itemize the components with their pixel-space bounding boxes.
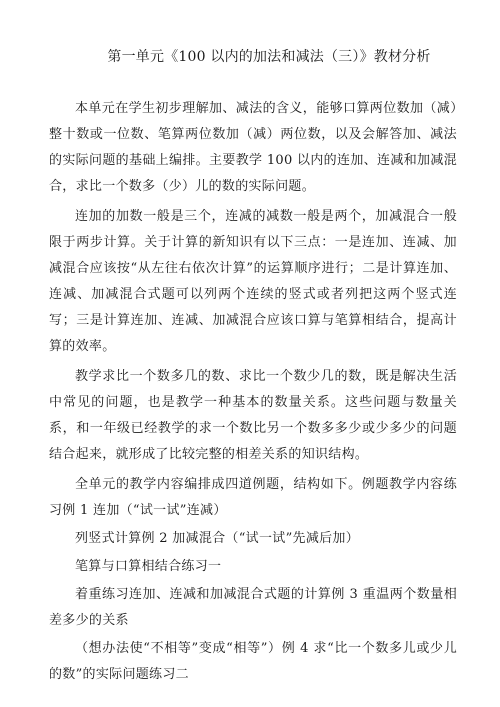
paragraph-exercise-1: 笔算与口算相结合练习一 [75,559,222,574]
paragraph-example-3: 着重练习连加、连减和加减混合式题的计算例 3 重温两个数量相差多少的关系 [49,587,457,628]
paragraph-example-4: （想办法使“不相等”变成“相等”）例 4 求“比一个数多儿或少儿的数”的实际问题练习二 [49,641,457,682]
paragraph-structure: 全单元的教学内容编排成四道例题，结构如下。例题教学内容练习例 1 连加（“试一试”连减） [49,477,457,518]
document-title: 第一单元《100 以内的加法和减法（三）》教材分析 [107,49,431,65]
document-body [49,96,457,690]
paragraph-comparison: 教学求比一个数多几的数、求比一个数少几的数，既是解决生活中常见的问题，也是教学一种基本的数量关系。这些问题与数量关系，和一年级已经教学的求一个数比另一个数多多少或少多少的问题结合起来，就形成了比较完整的相差关系的知识结构。 [49,369,457,462]
paragraph-example-2: 列竖式计算例 2 加减混合（“试一试”先减后加） [75,531,360,546]
paragraph-intro: 本单元在学生初步理解加、减法的含义，能够口算两位数加（减）整十数或一位数、笔算两位数加（减）两位数，以及会解答加、减法的实际问题的基础上编排。主要教学 100 以内的连加、连减和加减混合，求比一个数多（少）儿的数的实际问题。 [49,101,457,194]
paragraph-computation: 连加的加数一般是三个，连减的减数一般是两个，加减混合一般限于两步计算。关于计算的新知识有以下三点：一是连加、连减、加减混合应该按“从左往右依次计算”的运算顺序进行；二是计算连加、连减、加减混合式题可以列两个连续的竖式或者列把这两个竖式连写；三是计算连加、连减、加减混合应该口算与笔算相结合，提高计算的效率。 [49,209,457,354]
